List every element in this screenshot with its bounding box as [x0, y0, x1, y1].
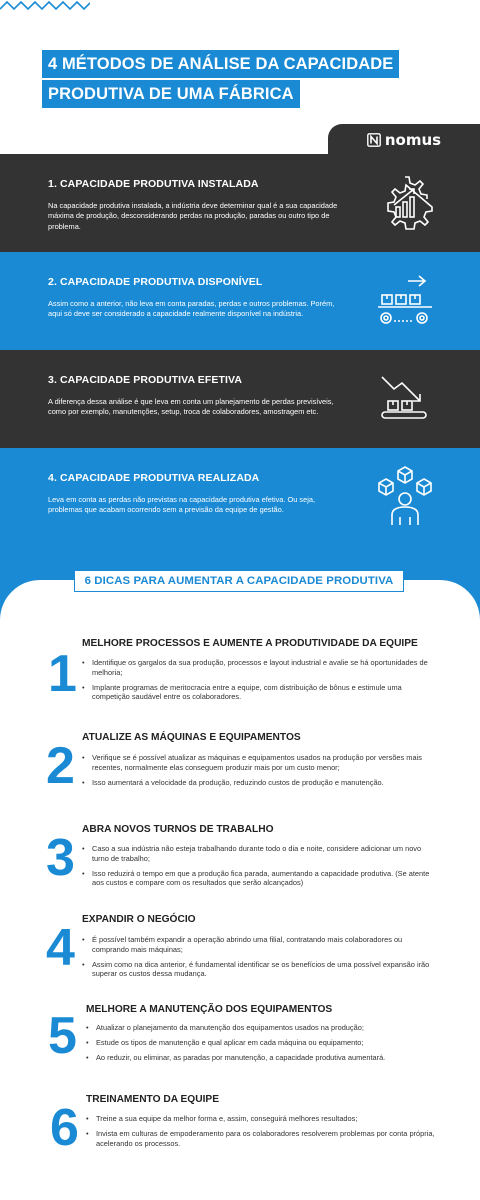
zigzag-top-decoration: [0, 0, 90, 12]
method-title: 4. CAPACIDADE PRODUTIVA REALIZADA: [48, 472, 260, 484]
tip-bullet: • Verifique se é possível atualizar as máquinas e equipamentos usados na produção por versões mais recentes, normalmente elas conseguem produzir mais por um custo menor;: [82, 753, 432, 773]
title-line-1: 4 MÉTODOS DE ANÁLISE DA CAPACIDADE: [42, 50, 399, 78]
tip-bullets: [82, 753, 432, 792]
method-title: 1. CAPACIDADE PRODUTIVA INSTALADA: [48, 178, 259, 190]
tip-number: 4: [46, 919, 75, 977]
nomus-logo: [328, 124, 480, 156]
tips-title: 6 DICAS PARA AUMENTAR A CAPACIDADE PRODUTIVA: [84, 575, 394, 587]
tip-number: 5: [48, 1007, 77, 1065]
tip-title: MELHORE PROCESSOS E AUMENTE A PRODUTIVIDADE DA EQUIPE: [82, 638, 418, 649]
tip-bullet: • Invista em culturas de empoderamento para os colaboradores resolverem problemas por conta própria, acelerando os processos.: [86, 1129, 436, 1149]
tip-number: 1: [48, 645, 77, 703]
tip-number: 6: [50, 1099, 79, 1157]
tip-bullets: [86, 1023, 436, 1067]
method-description: A diferença dessa análise é que leva em conta um planejamento de perdas previsíveis, como por exemplo, manutenções, setup, troca de colaboradores, amostragem etc.: [48, 397, 334, 417]
method-card-3: [0, 350, 480, 448]
tip-bullet: • Caso a sua indústria não esteja trabalhando durante todo o dia e noite, considere adicionar um novo turno de trabalho;: [82, 844, 432, 864]
decline-conveyor-icon: [372, 367, 438, 433]
tip-title: EXPANDIR O NEGÓCIO: [82, 914, 196, 925]
tip-bullet: • Treine a sua equipe da melhor forma e, assim, conseguirá melhores resultados;: [86, 1114, 436, 1124]
tips-section-heading: [74, 570, 404, 592]
title-line-2: PRODUTIVA DE UMA FÁBRICA: [42, 80, 300, 108]
nomus-n-logo-icon: [367, 133, 381, 147]
method-card-1: [0, 154, 480, 252]
tip-bullets: [82, 658, 432, 707]
method-description: Na capacidade produtiva instalada, a indústria deve determinar qual é a sua capacidade máxima de produção, desconsiderando perdas na produção, paradas ou outro tipo de problema.: [48, 201, 338, 231]
tip-bullets: [82, 844, 432, 893]
method-title: 2. CAPACIDADE PRODUTIVA DISPONÍVEL: [48, 276, 263, 288]
tip-bullet: • Assim como na dica anterior, é fundamental identificar se os benefícios de uma possível expansão irão superar os custos dessa mudança.: [82, 960, 432, 980]
tip-bullet: • Ao reduzir, ou eliminar, as paradas por manutenção, a capacidade produtiva aumentará.: [86, 1053, 436, 1063]
tip-bullets: [82, 935, 432, 984]
tip-title: ATUALIZE AS MÁQUINAS E EQUIPAMENTOS: [82, 732, 301, 743]
person-boxes-icon: [372, 465, 438, 531]
tip-title: TREINAMENTO DA EQUIPE: [86, 1094, 220, 1105]
tip-bullet: • Isso aumentará a velocidade da produção, reduzindo custos de produção e manutenção.: [82, 778, 432, 788]
tip-title: MELHORE A MANUTENÇÃO DOS EQUIPAMENTOS: [86, 1004, 333, 1015]
tip-bullets: [86, 1114, 436, 1153]
method-title: 3. CAPACIDADE PRODUTIVA EFETIVA: [48, 374, 243, 386]
gear-growth-icon: [372, 171, 438, 237]
method-description: Assim como a anterior, não leva em conta paradas, perdas e outros problemas. Porém, aqui só deve ser considerado a capacidade realmente disponível na indústria.: [48, 299, 335, 319]
tip-bullet: • Atualizar o planejamento da manutenção dos equipamentos usados na produção;: [86, 1023, 436, 1033]
tip-title: ABRA NOVOS TURNOS DE TRABALHO: [82, 824, 274, 835]
tip-bullet: • Implante programas de meritocracia entre a equipe, com distribuição de bônus e estimule uma competição saudável entre os colaboradores.: [82, 683, 432, 703]
logo-text: nomus: [384, 131, 442, 149]
tip-bullet: • É possível também expandir a operação abrindo uma filial, contratando mais colaboradores ou comprando mais máquinas;: [82, 935, 432, 955]
tip-number: 2: [46, 737, 75, 795]
tip-bullet: • Estude os tipos de manutenção e qual aplicar em cada máquina ou equipamento;: [86, 1038, 436, 1048]
conveyor-gears-icon: [372, 269, 438, 335]
tip-bullet: • Isso reduzirá o tempo em que a produção fica parada, aumentando a capacidade produtiva. (Se atente aos custos e compare com os resultados que serão alcançados): [82, 869, 432, 889]
tip-bullet: • Identifique os gargalos da sua produção, processos e layout industrial e avalie se há oportunidades de melhoria;: [82, 658, 432, 678]
method-card-2: [0, 252, 480, 350]
method-description: Leva em conta as perdas não previstas na capacidade produtiva efetiva. Ou seja, problemas que acabam ocorrendo sem a previsão da equipe de gestão.: [48, 495, 316, 515]
tip-number: 3: [46, 829, 75, 887]
